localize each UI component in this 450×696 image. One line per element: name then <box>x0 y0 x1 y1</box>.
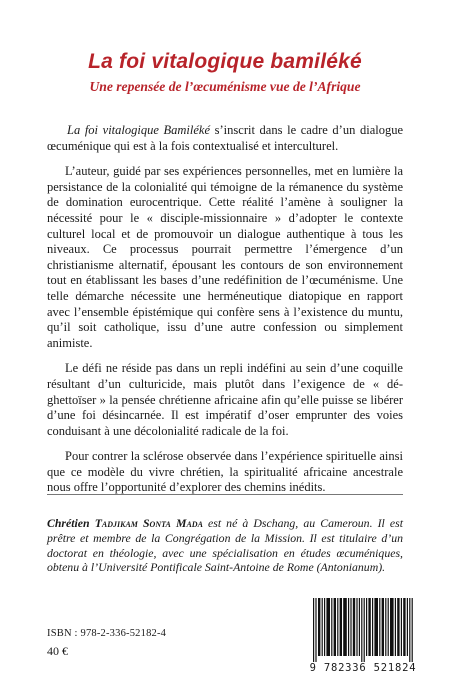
barcode <box>307 598 419 680</box>
paragraph-1: La foi vitalogique Bamiléké s’inscrit dans le cadre d’un dialogue œcuménique qui est à la fois contextualisé et interculturel. <box>47 123 404 153</box>
book-title-inline: La foi vitalogique Bamiléké <box>67 123 211 137</box>
author-bio: Chrétien Tadjikam Sonta Mada est né à Dschang, au Cameroun. Il est prêtre et membre de la Congrégation de la Mission. Il est titulaire d’un doctorat en théologie, avec une spécialisation en études œcuméniques, obtenu à l’Université Pontificale Saint-Antoine de Rome (Antonianum). <box>47 516 403 575</box>
author-name: Chrétien Tadjikam Sonta Mada <box>47 516 203 530</box>
divider <box>47 494 403 495</box>
barcode-bars <box>307 598 419 662</box>
book-subtitle: Une repensée de l’œcuménisme vue de l’Afrique <box>89 79 361 94</box>
paragraph-2: L’auteur, guidé par ses expériences personnelles, met en lumière la persistance de la colonialité qui témoigne de la rémanence du système de domination eurocentrique. Cette réalité l’amène à souligner la nécessité pour le « disciple-missionnaire » d’adopter le contexte culturel local et de promouvoir un dialogue authentique à tous les niveaux. Ce processus pourrait permettre l’émergence d’un christianisme alternatif, épousant les contours de son environnement tout en établissant les bases d’une redéfinition de l’œcuménisme. Une telle démarche nécessite une herméneutique diatopique en rapport avec l’ensemble épistémique qui confère sens à l’existence du muntu, qu’il soit catholique, issu d’une autre confession ou simplement animiste. <box>47 164 403 350</box>
isbn: ISBN : 978-2-336-52182-4 <box>47 628 167 639</box>
back-cover-text <box>47 123 403 506</box>
book-title: La foi vitalogique bamiléké <box>88 50 362 73</box>
paragraph-3: Le défi ne réside pas dans un repli indéfini au sein d’une coquille résultant d’un culturicide, mais plutôt dans l’exigence de « dé-ghettoïser » la pensée chrétienne africaine afin qu’elle puisse se libérer d’une foi désincarnée. Il est impératif d’oser emprunter des voies conduisant à une décolonialité radicale de la foi. <box>47 361 403 438</box>
price: 40 € <box>47 644 68 658</box>
paragraph-4: Pour contrer la sclérose observée dans l’expérience spirituelle ainsi que ce modèle du vivre chrétien, la spiritualité africaine ancestrale nous offre l’opportunité d’explorer des chemins inédits. <box>47 449 403 495</box>
barcode-number: 9 782336 521824 <box>309 662 417 674</box>
